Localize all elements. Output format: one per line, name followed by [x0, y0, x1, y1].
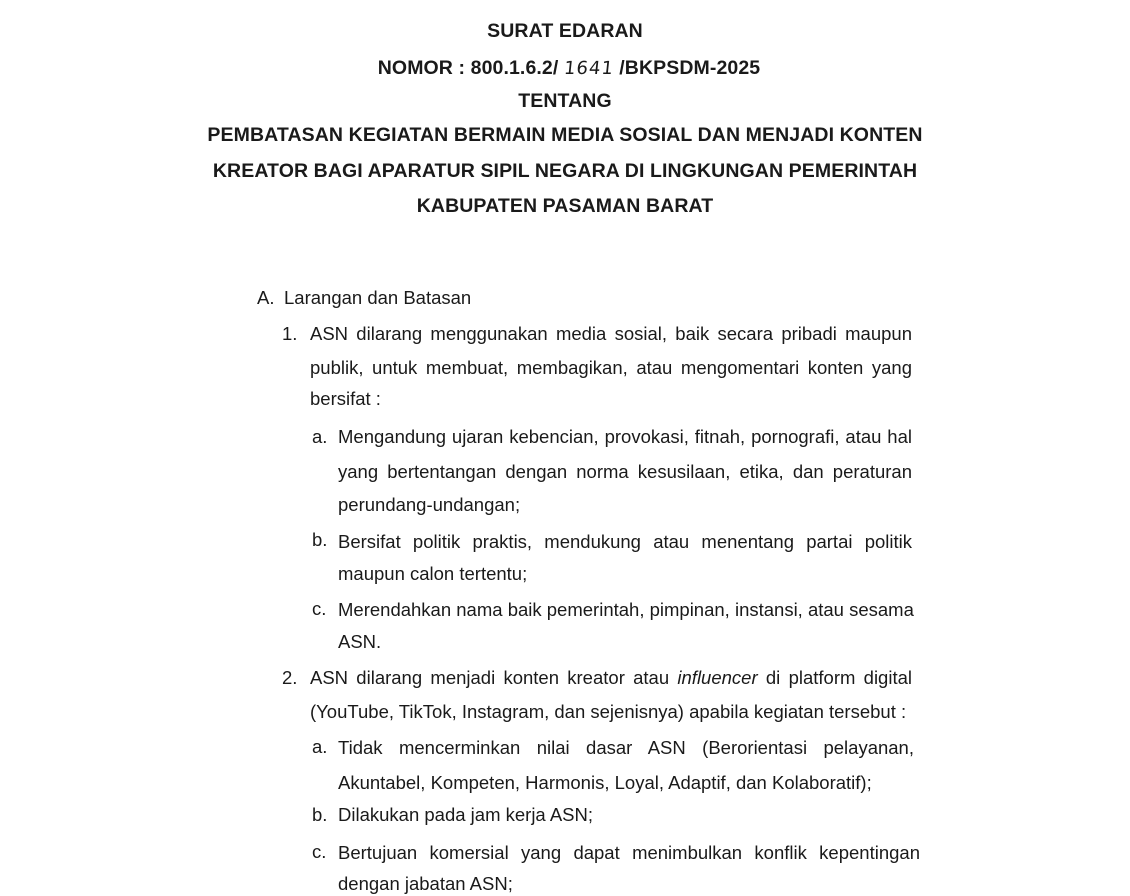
item-2-line-1-start: ASN dilarang menjadi konten kreator atau: [310, 667, 678, 688]
item-1c-marker: c.: [312, 598, 327, 619]
influencer-term: influencer: [677, 667, 758, 688]
letter-title: SURAT EDARAN: [487, 20, 643, 42]
item-1-line-1: ASN dilarang menggunakan media sosial, baik secara pribadi maupun: [310, 323, 912, 344]
section-a-marker: A.: [257, 287, 275, 308]
item-1a-line-1: Mengandung ujaran kebencian, provokasi, fitnah, pornografi, atau hal: [338, 426, 912, 447]
number-suffix: /BKPSDM-2025: [619, 57, 761, 79]
subject-line-1: PEMBATASAN KEGIATAN BERMAIN MEDIA SOSIAL DAN MENJADI KONTEN: [207, 124, 923, 146]
item-2-marker: 2.: [282, 667, 298, 688]
about-label: TENTANG: [518, 90, 612, 112]
subject-line-2: KREATOR BAGI APARATUR SIPIL NEGARA DI LINGKUNGAN PEMERINTAH: [212, 160, 918, 182]
item-2-line-1-end: di platform digital: [757, 667, 912, 688]
item-2c-marker: c.: [312, 841, 327, 862]
number-prefix: NOMOR : 800.1.6.2/: [377, 57, 559, 79]
item-2a-marker: a.: [312, 736, 328, 757]
section-a-title: Larangan dan Batasan: [284, 287, 472, 308]
item-2-line-2: (YouTube, TikTok, Instagram, dan sejenisnya) apabila kegiatan tersebut :: [310, 701, 907, 722]
item-1a-line-3: perundang-undangan;: [338, 494, 521, 515]
item-2a-line-2: Akuntabel, Kompeten, Harmonis, Loyal, Adaptif, dan Kolaboratif);: [338, 772, 872, 793]
item-1-line-2: publik, untuk membuat, membagikan, atau mengomentari konten yang: [310, 357, 912, 378]
subject-line-3: KABUPATEN PASAMAN BARAT: [416, 195, 714, 217]
item-1b-line-2: maupun calon tertentu;: [338, 563, 528, 584]
item-2c-line-1: Bertujuan komersial yang dapat menimbulkan konflik kepentingan: [338, 842, 920, 863]
item-1c-line-2: ASN.: [338, 631, 382, 652]
item-2b-marker: b.: [312, 804, 328, 825]
item-1c-line-1: Merendahkan nama baik pemerintah, pimpinan, instansi, atau sesama: [338, 599, 914, 620]
item-1b-line-1: Bersifat politik praktis, mendukung atau menentang partai politik: [338, 531, 912, 552]
item-2a-line-1: Tidak mencerminkan nilai dasar ASN (Berorientasi pelayanan,: [338, 737, 914, 758]
item-2c-line-2: dengan jabatan ASN;: [338, 873, 513, 894]
item-2b-line-1: Dilakukan pada jam kerja ASN;: [338, 804, 594, 825]
letter-number: [0, 56, 1130, 81]
item-1-line-3: bersifat :: [310, 388, 381, 409]
item-1a-line-2: yang bertentangan dengan norma kesusilaan, etika, dan peraturan: [338, 461, 912, 482]
item-1-marker: 1.: [282, 323, 298, 344]
handwritten-number: 1641: [562, 58, 615, 79]
item-2-line-1: [310, 666, 912, 690]
item-1b-marker: b.: [312, 529, 328, 550]
item-1a-marker: a.: [312, 426, 328, 447]
